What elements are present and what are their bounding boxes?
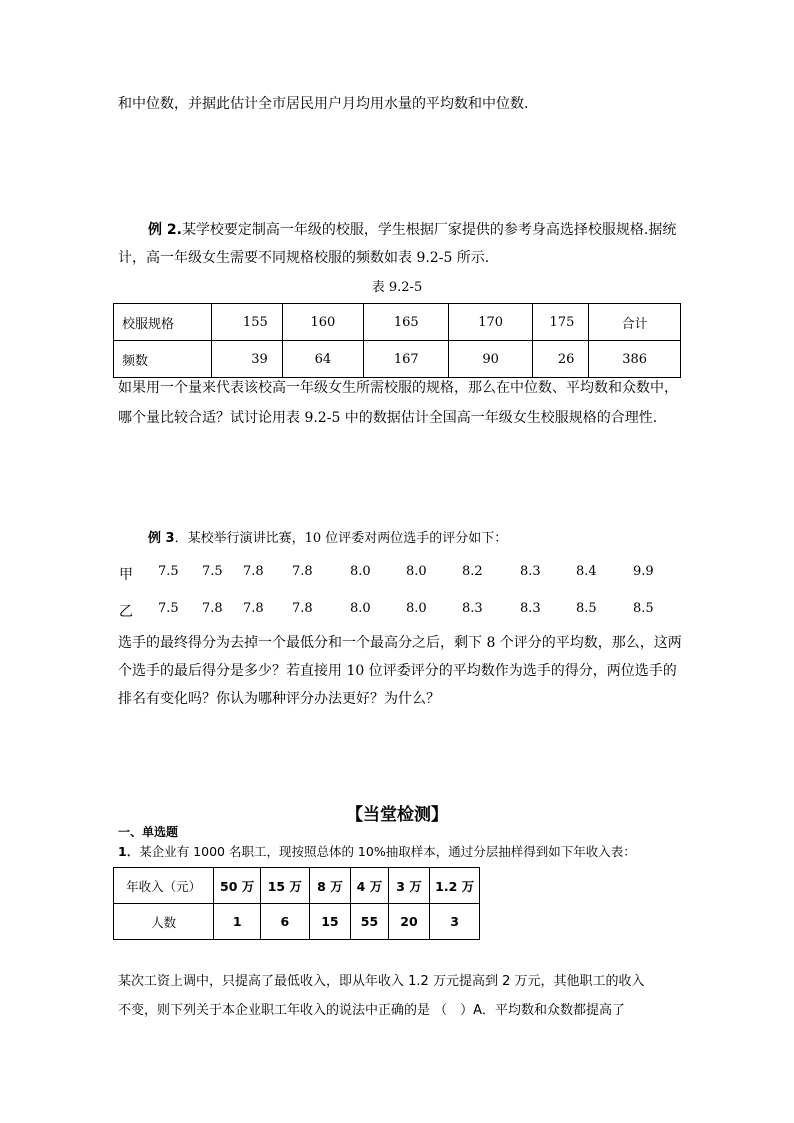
table-cell: 3 — [430, 904, 480, 940]
table-cell: 386 — [589, 341, 681, 378]
score: 9.9 — [633, 564, 654, 579]
table-caption: 表 9.2-5 — [371, 280, 423, 295]
score: 8.5 — [633, 601, 654, 616]
table-cell: 26 — [532, 341, 589, 378]
section-subtitle: 一、单选题 — [118, 825, 179, 839]
example2-label: 例 2. — [148, 222, 182, 238]
table-cell: 3 万 — [388, 868, 430, 904]
example3-question-line1: 选手的最终得分为去掉一个最低分和一个最高分之后，剩下 8 个评分的平均数，那么，这两 — [118, 635, 682, 651]
score: 7.8 — [243, 601, 264, 616]
score: 8.0 — [350, 601, 371, 616]
example3-intro — [148, 523, 507, 555]
table-cell: 频数 — [114, 341, 212, 378]
example3-label: 例 3 — [148, 531, 175, 546]
question-1-after-line2: 不变，则下列关于本企业职工年收入的说法中正确的是 （ ）A．平均数和众数都提高了 — [118, 1003, 626, 1018]
score: 8.0 — [406, 601, 427, 616]
table-cell: 90 — [449, 341, 532, 378]
table-row — [114, 304, 681, 341]
question-1-after-line1: 某次工资上调中，只提高了最低收入，即从年收入 1.2 万元提高到 2 万元，其他职工的收入 — [118, 974, 645, 989]
table-cell: 人数 — [114, 904, 214, 940]
table-cell: 15 万 — [260, 868, 309, 904]
intro-paragraph: 和中位数，并据此估计全市居民用户月均用水量的平均数和中位数. — [118, 96, 529, 112]
table-cell: 64 — [282, 341, 363, 378]
table-cell: 15 — [309, 904, 351, 940]
example2-question-line2: 哪个量比较合适？试讨论用表 9.2-5 中的数据估计全国高一年级女生校服规格的合理性. — [118, 410, 658, 426]
table-cell: 175 — [532, 304, 589, 341]
table-cell: 155 — [211, 304, 282, 341]
score: 8.5 — [576, 601, 597, 616]
table-cell: 165 — [364, 304, 449, 341]
score: 7.5 — [158, 564, 179, 579]
example3-question-line3: 排名有变化吗？你认为哪种评分办法更好？为什么？ — [118, 691, 440, 707]
table-cell: 55 — [351, 904, 389, 940]
table-cell: 167 — [364, 341, 449, 378]
example3-intro-text: ．某校举行演讲比赛，10 位评委对两位选手的评分如下： — [174, 531, 508, 546]
score: 7.8 — [292, 564, 313, 579]
income-table — [113, 867, 480, 940]
section-title: 【当堂检测】 — [346, 805, 448, 825]
score: 8.2 — [462, 564, 483, 579]
score: 8.3 — [462, 601, 483, 616]
score: 8.3 — [520, 601, 541, 616]
table-cell: 50 万 — [214, 868, 261, 904]
table-cell: 160 — [282, 304, 363, 341]
score: 7.8 — [292, 601, 313, 616]
table-cell: 校服规格 — [114, 304, 212, 341]
question-number: 1． — [118, 844, 140, 859]
table-cell: 170 — [449, 304, 532, 341]
table-cell: 39 — [211, 341, 282, 378]
score: 7.5 — [158, 601, 179, 616]
example2-question-line1: 如果用一个量来代表该校高一年级女生所需校服的规格，那么在中位数、平均数和众数中， — [118, 380, 678, 396]
score: 8.4 — [576, 564, 597, 579]
score: 8.0 — [406, 564, 427, 579]
question-text: 某企业有 1000 名职工，现按照总体的 10%抽取样本，通过分层抽样得到如下年收入表： — [139, 844, 636, 859]
example2-line2: 计，高一年级女生需要不同规格校服的频数如表 9.2-5 所示. — [118, 250, 490, 266]
table-cell: 1 — [214, 904, 261, 940]
score: 7.5 — [202, 564, 223, 579]
table-cell: 20 — [388, 904, 430, 940]
table-row — [114, 904, 480, 940]
example2-text1: 某学校要定制高一年级的校服，学生根据厂家提供的参考身高选择校服规格.据统 — [181, 222, 677, 238]
table-cell: 合计 — [589, 304, 681, 341]
player-name: 乙 — [119, 604, 133, 620]
question-1 — [118, 842, 636, 860]
table-cell: 1.2 万 — [430, 868, 480, 904]
table-cell: 年收入（元） — [114, 868, 214, 904]
score: 7.8 — [202, 601, 223, 616]
example3-question-line2: 个选手的最后得分是多少？若直接用 10 位评委评分的平均数作为选手的得分，两位选手的 — [118, 663, 677, 679]
player-name: 甲 — [119, 567, 133, 583]
table-cell: 4 万 — [351, 868, 389, 904]
size-frequency-table — [113, 303, 681, 378]
score: 8.0 — [350, 564, 371, 579]
score: 8.3 — [520, 564, 541, 579]
table-cell: 6 — [260, 904, 309, 940]
table-row — [114, 868, 480, 904]
table-cell: 8 万 — [309, 868, 351, 904]
score: 7.8 — [243, 564, 264, 579]
